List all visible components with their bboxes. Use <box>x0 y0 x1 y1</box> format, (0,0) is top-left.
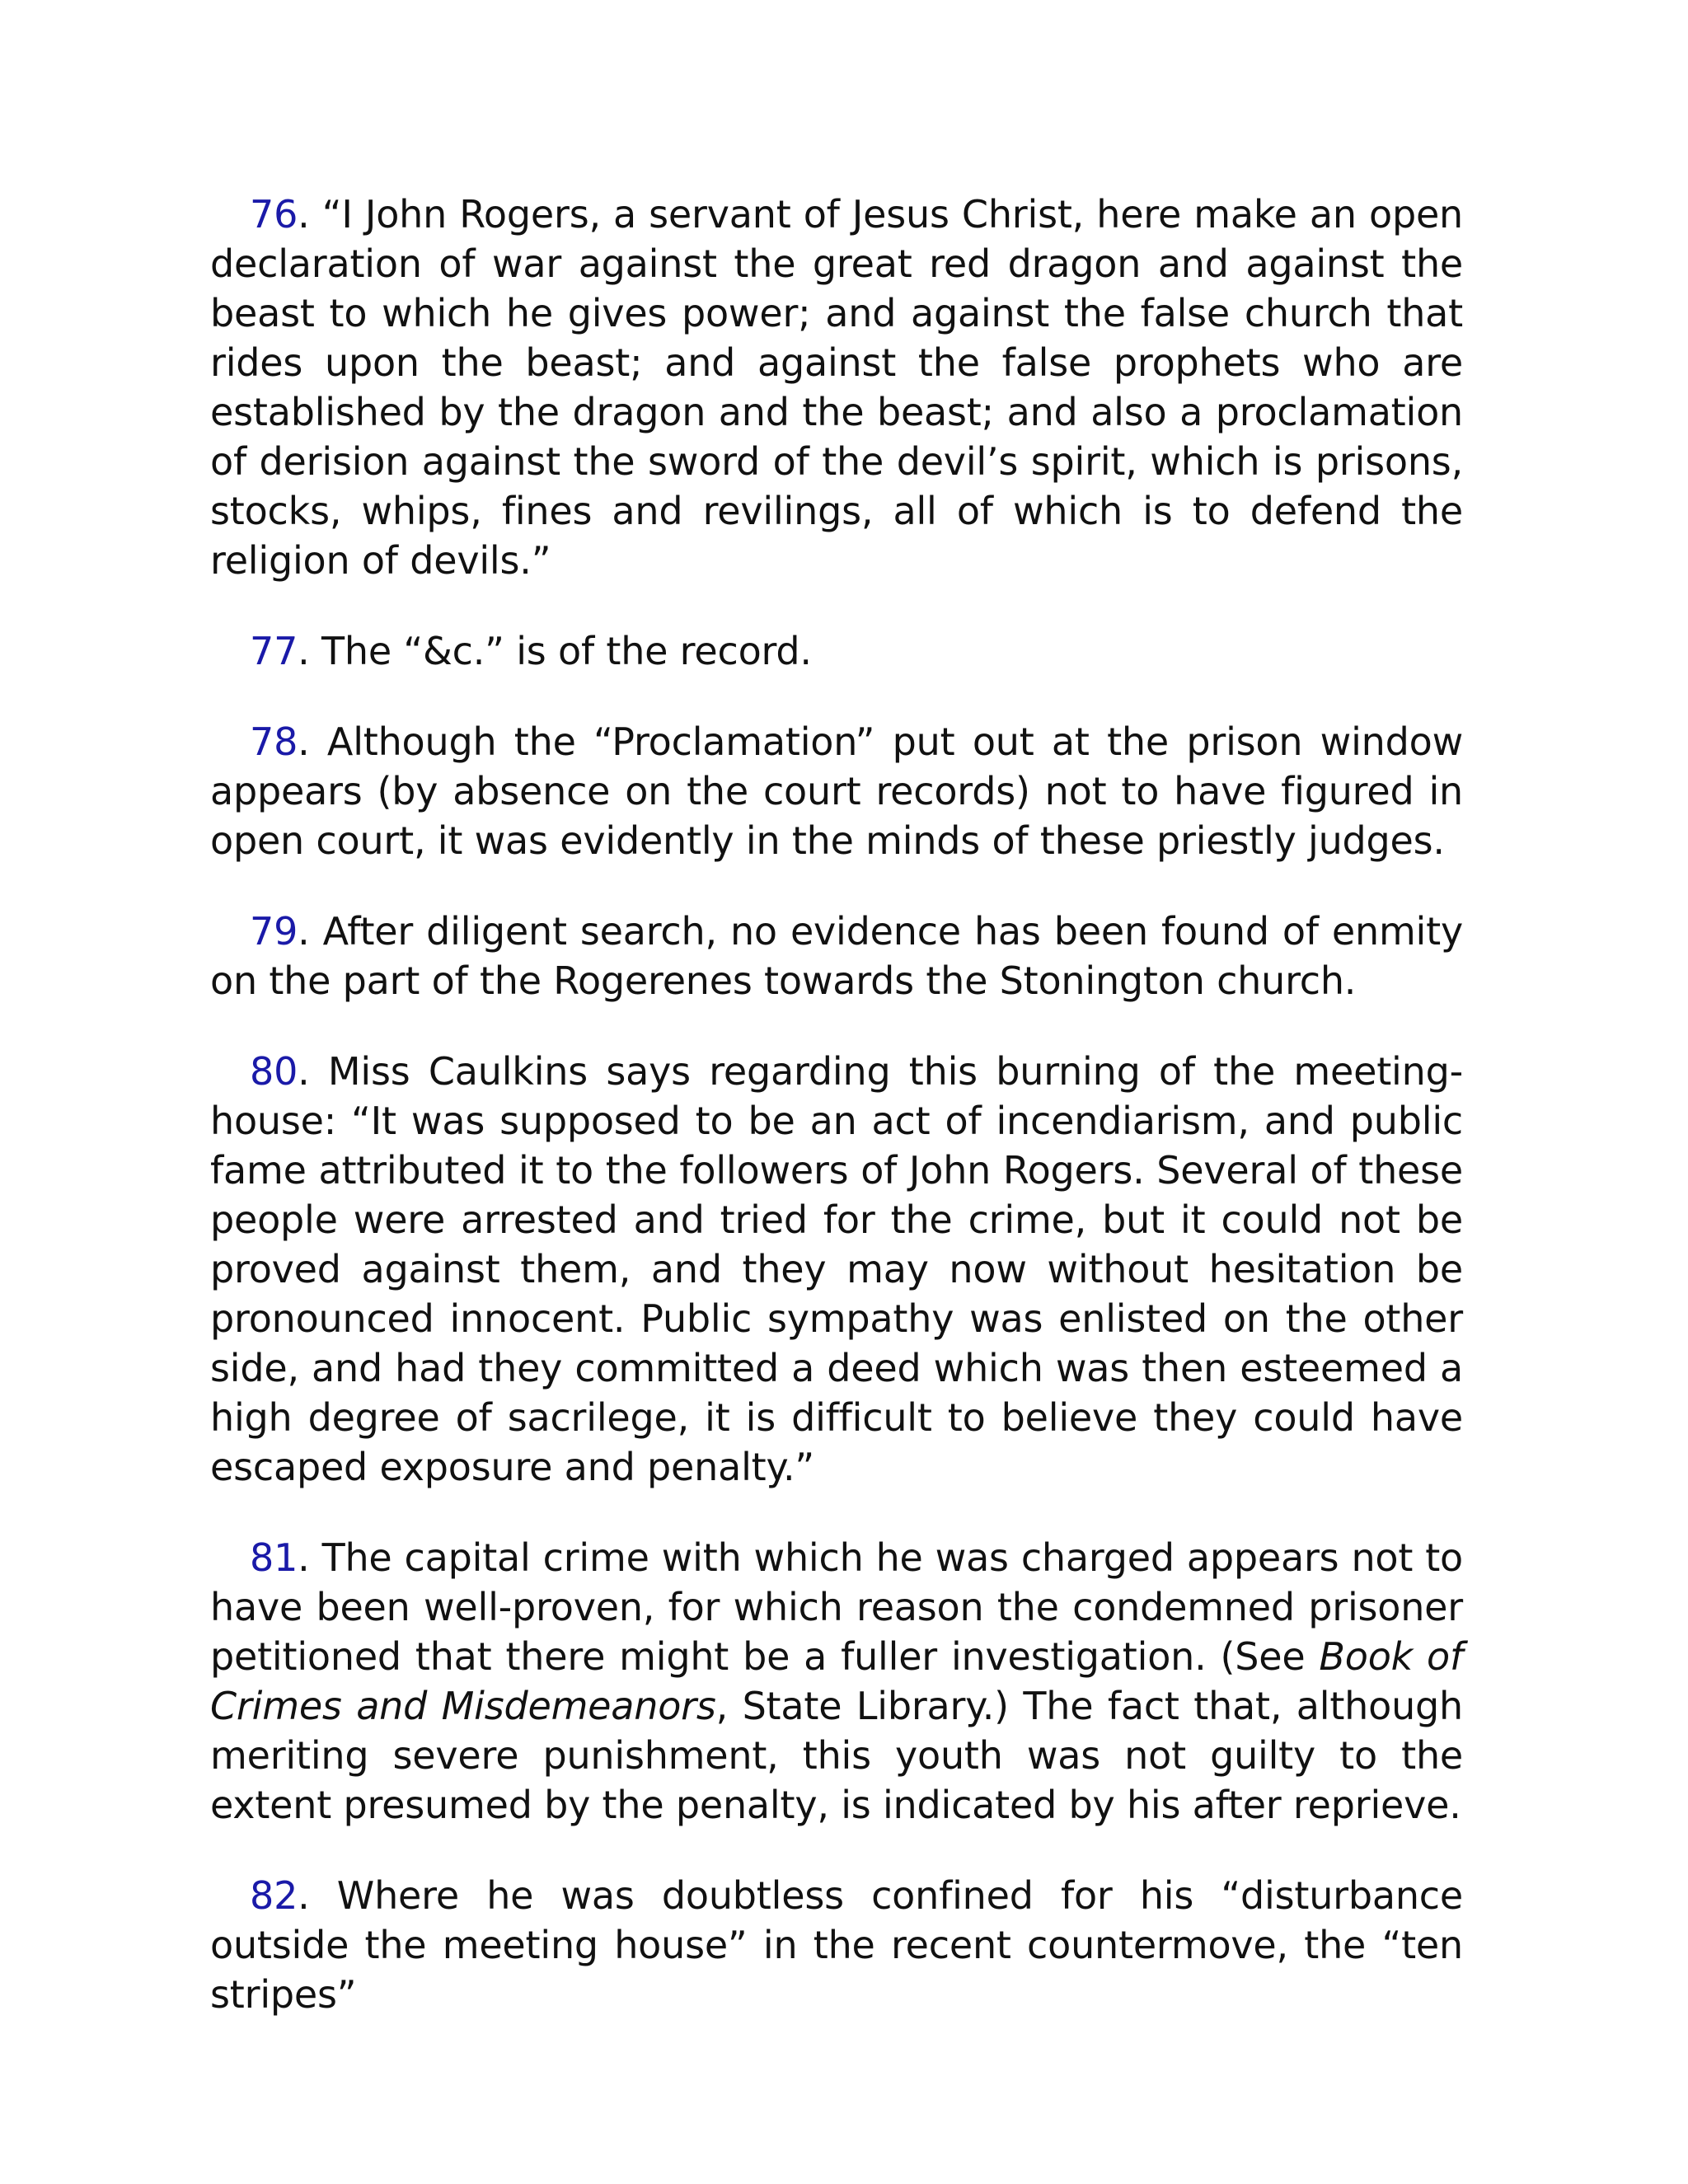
footnote-text: . The “&c.” is of the record. <box>298 629 812 673</box>
footnote-number-link[interactable]: 76 <box>250 192 298 237</box>
footnote-78 <box>210 717 1463 865</box>
footnotes-page <box>210 190 1463 2019</box>
footnote-text: , State Library.) The fact that, although meriting severe punishment, this youth was not guilty to the extent presumed by the penalty, is indicated by his after reprieve. <box>210 1684 1463 1827</box>
footnote-number-link[interactable]: 81 <box>250 1535 298 1580</box>
footnote-number-link[interactable]: 77 <box>250 629 298 673</box>
footnote-number-link[interactable]: 78 <box>250 719 298 764</box>
footnote-text: . After diligent search, no evidence has been found of enmity on the part of the Rogerenes towards the Stonington church. <box>210 909 1463 1003</box>
footnote-number-link[interactable]: 82 <box>250 1873 298 1918</box>
footnote-number-link[interactable]: 79 <box>250 909 298 954</box>
footnote-79 <box>210 907 1463 1005</box>
book-title: Book of Crimes and Misdemeanors <box>210 1634 1463 1728</box>
footnote-text: . Miss Caulkins says regarding this burning of the meeting-house: “It was supposed to be an act of incendiarism, and public fame attributed it to the followers of John Rogers. Several of these people were arrested and tried for the crime, but it could not be proved against them, and they may now without hesitation be pronounced innocent. Public sympathy was enlisted on the other side, and had they committed a deed which was then esteemed a high degree of sacrilege, it is difficult to believe they could have escaped exposure and penalty.” <box>210 1049 1463 1489</box>
footnote-text: . The capital crime with which he was charged appears not to have been well-proven, for which reason the condemned prisoner petitioned that there might be a fuller investigation. (See <box>210 1535 1463 1679</box>
footnote-text: . Although the “Proclamation” put out at the prison window appears (by absence on the court records) not to have figured in open court, it was evidently in the minds of these priestly judges. <box>210 719 1463 863</box>
footnote-77 <box>210 626 1463 676</box>
footnote-80 <box>210 1047 1463 1492</box>
footnote-82 <box>210 1871 1463 2019</box>
footnote-81 <box>210 1533 1463 1830</box>
footnote-text: . Where he was doubtless confined for his “disturbance outside the meeting house” in the recent countermove, the “ten stripes” <box>210 1873 1463 2017</box>
footnote-number-link[interactable]: 80 <box>250 1049 298 1094</box>
footnote-76 <box>210 190 1463 585</box>
footnote-text: . “I John Rogers, a servant of Jesus Christ, here make an open declaration of war against the great red dragon and against the beast to which he gives power; and against the false church that rides upon the beast; and against the false prophets who are established by the dragon and the beast; and also a proclamation of derision against the sword of the devil’s spirit, which is prisons, stocks, whips, fines and revilings, all of which is to defend the religion of devils.” <box>210 192 1463 583</box>
